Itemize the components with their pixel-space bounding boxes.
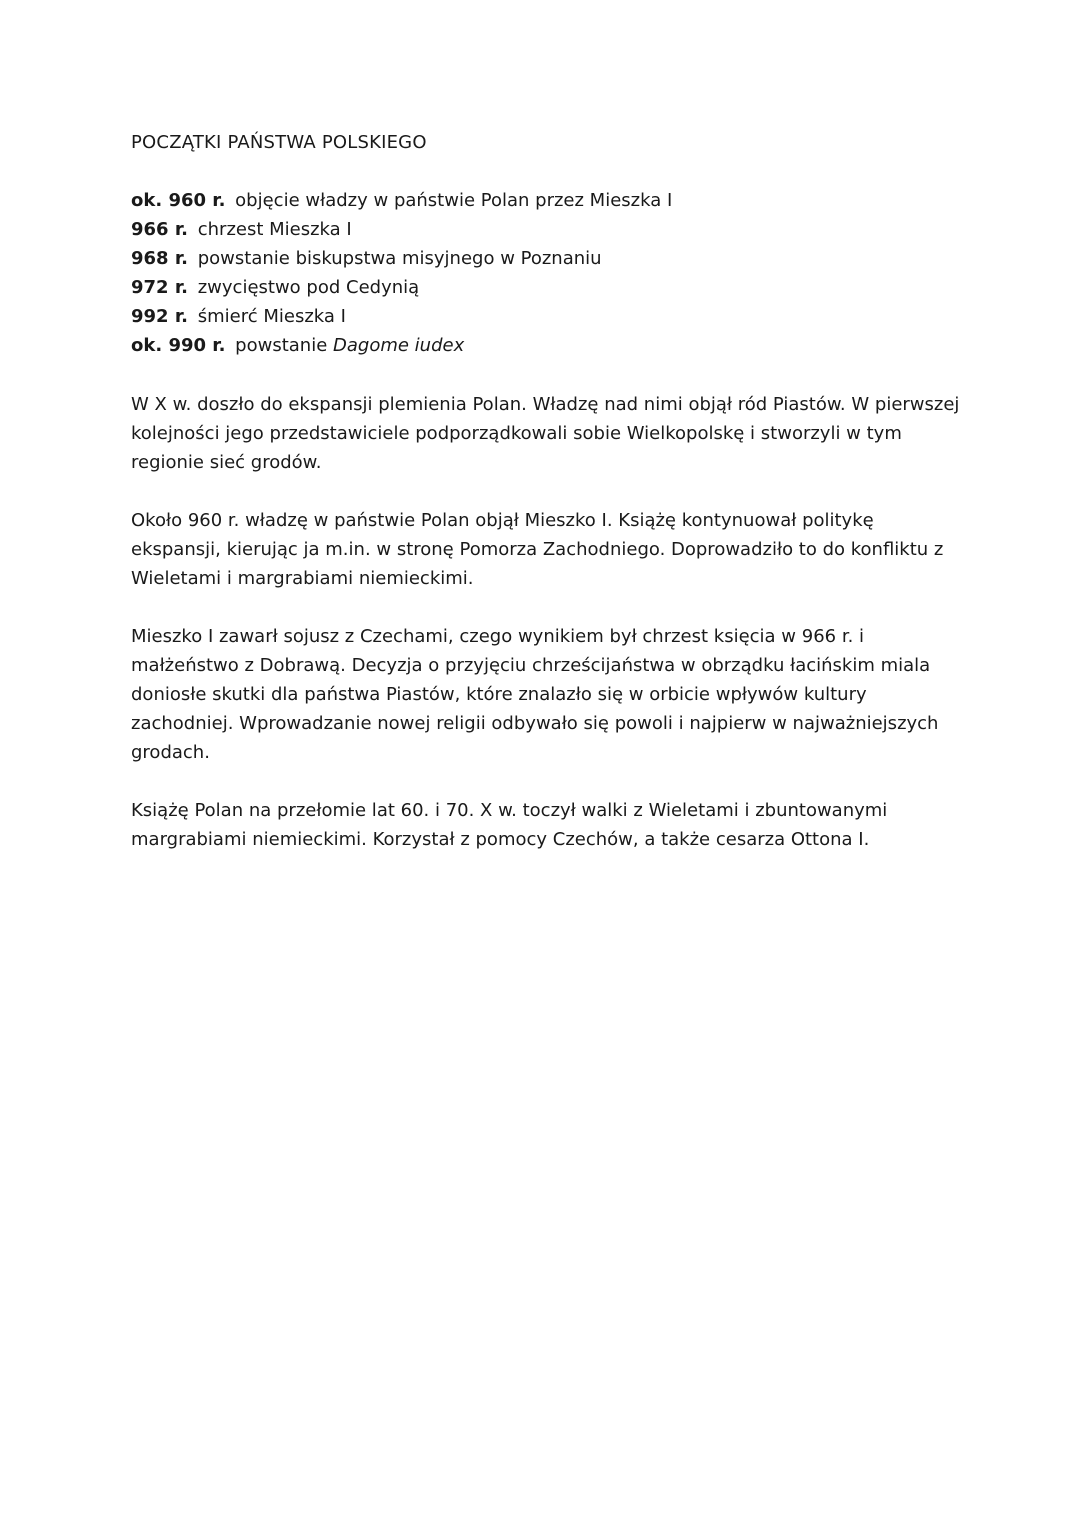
- timeline-event-prefix: powstanie: [235, 335, 328, 356]
- timeline-event: śmierć Mieszka I: [197, 306, 346, 327]
- timeline-item: [131, 215, 961, 244]
- timeline-item: [131, 244, 961, 273]
- timeline-list: [131, 186, 961, 360]
- timeline-date: 968 r.: [131, 248, 188, 269]
- document-title: POCZĄTKI PAŃSTWA POLSKIEGO: [131, 132, 427, 153]
- timeline-date: ok. 990 r.: [131, 335, 226, 356]
- timeline-event: objęcie władzy w państwie Polan przez Mieszka I: [235, 190, 673, 211]
- timeline-date: 972 r.: [131, 277, 188, 298]
- timeline-event-italic: Dagome iudex: [333, 335, 465, 356]
- timeline-item: [131, 273, 961, 302]
- timeline-item: [131, 302, 961, 331]
- timeline-event: powstanie biskupstwa misyjnego w Poznaniu: [197, 248, 602, 269]
- paragraph: Książę Polan na przełomie lat 60. i 70. X w. toczył walki z Wieletami i zbuntowanymi margrabiami niemieckimi. Korzystał z pomocy Czechów, a także cesarza Ottona I.: [131, 800, 888, 850]
- paragraph: Około 960 r. władzę w państwie Polan objął Mieszko I. Książę kontynuował politykę ekspansji, kierując ja m.in. w stronę Pomorza Zachodniego. Doprowadziło to do konfliktu z Wieletami i margrabiami niemieckimi.: [131, 510, 944, 589]
- timeline-event: zwycięstwo pod Cedynią: [197, 277, 420, 298]
- timeline-item: [131, 331, 961, 360]
- timeline-item: [131, 186, 961, 215]
- paragraph: W X w. doszło do ekspansji plemienia Polan. Władzę nad nimi objął ród Piastów. W pierwszej kolejności jego przedstawiciele podporządkowali sobie Wielkopolskę i stworzyli w tym regionie sieć grodów.: [131, 394, 960, 473]
- timeline-date: ok. 960 r.: [131, 190, 226, 211]
- timeline-date: 966 r.: [131, 219, 188, 240]
- paragraph: Mieszko I zawarł sojusz z Czechami, czego wynikiem był chrzest księcia w 966 r. i małżeństwo z Dobrawą. Decyzja o przyjęciu chrześcijaństwa w obrządku łacińskim miala doniosłe skutki dla państwa Piastów, które znalazło się w orbicie wpływów kultury zachodniej. Wprowadzanie nowej religii odbywało się powoli i najpierw w najważniejszych grodach.: [131, 626, 939, 763]
- document-page: [131, 128, 961, 883]
- timeline-date: 992 r.: [131, 306, 188, 327]
- timeline-event: chrzest Mieszka I: [197, 219, 352, 240]
